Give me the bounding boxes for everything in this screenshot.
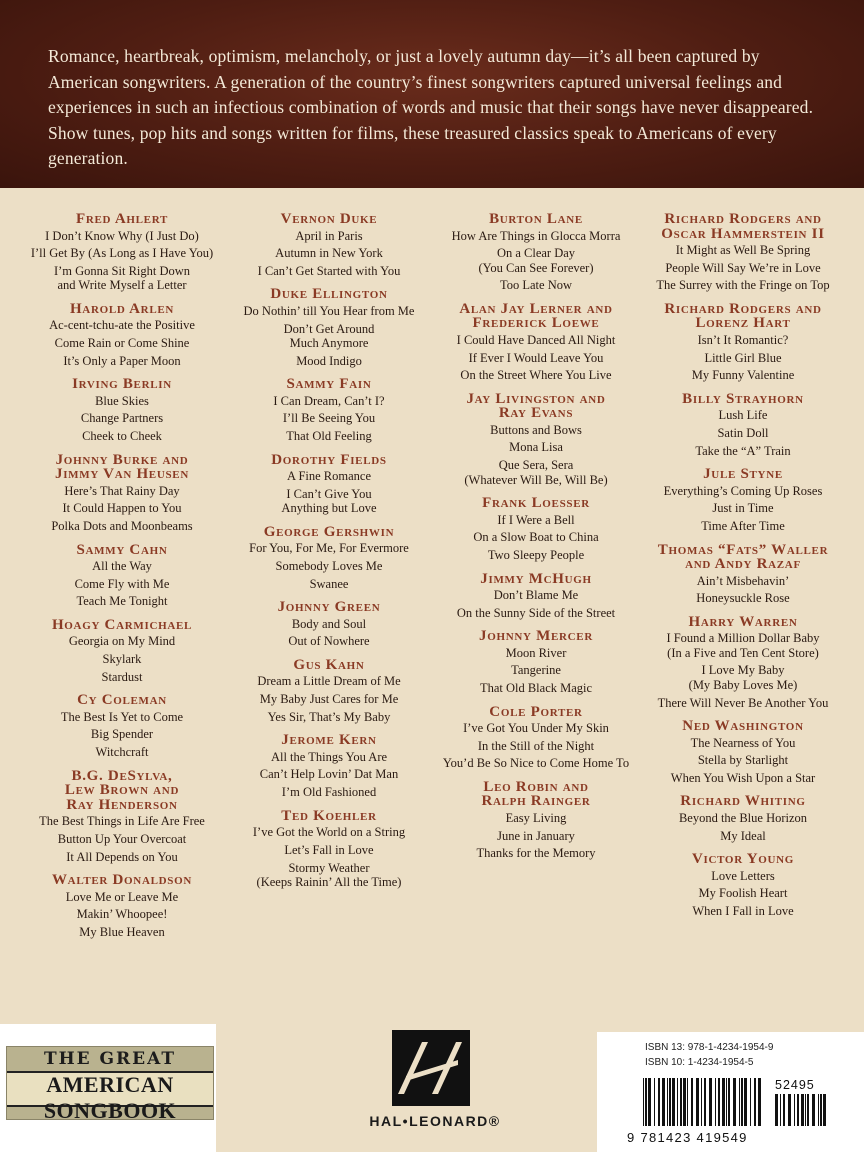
song-title: Button Up Your Overcoat [57,831,187,846]
song-title: Cheek to Cheek [82,429,162,444]
song-title: On the Street Where You Live [460,368,612,383]
song-title: All the Things You Are [270,749,388,764]
song-title: Love Letters [711,868,775,883]
composer-name: Harold Arlen [69,300,175,317]
song-title: Easy Living [505,810,567,825]
song-title: A Fine Romance [286,469,371,484]
song-title: When You Wish Upon a Star [670,770,816,785]
composer-name: Hoagy Carmichael [51,616,193,633]
song-title: Que Sera, Sera (Whatever Will Be, Will Be) [464,458,608,487]
song-title: When I Fall in Love [692,904,794,918]
song-title: In the Still of the Night [477,738,595,753]
isbn-10: ISBN 10: 1-4234-1954-5 [645,1057,754,1068]
song-title: Out of Nowhere [288,634,370,649]
composer-column-2 [220,212,438,893]
composer-name: Jule Styne [703,466,783,483]
song-title: How Are Things in Glocca Morra [451,228,621,243]
composer-name: B.G. DeSylva, Lew Brown and Ray Henderson [64,767,180,813]
song-title: On a Slow Boat to China [473,530,599,545]
composer-name: Sammy Cahn [76,541,168,558]
song-title: Buttons and Bows [490,422,582,437]
composer-name: Jimmy McHugh [480,570,592,587]
series-logo-panel [0,1024,216,1152]
song-title: That Old Feeling [286,429,372,444]
song-title: If Ever I Would Leave You [468,350,604,365]
song-title: I Can’t Give You Anything but Love [281,486,377,516]
composer-name: Irving Berlin [72,376,172,393]
composer-name: Frank Loesser [482,495,590,512]
composer-name: Alan Jay Lerner and Frederick Loewe [459,300,613,332]
composer-name: Dorothy Fields [271,451,387,468]
song-title: It Could Happen to You [62,501,182,516]
composer-name: Cy Coleman [77,692,167,709]
song-title: Swanee [309,576,349,591]
song-title: The Nearness of You [690,735,796,750]
song-title: Thanks for the Memory [476,846,596,861]
song-title: Little Girl Blue [704,350,782,365]
hal-leonard-logo-icon [392,1030,470,1106]
isbn-13: ISBN 13: 978-1-4234-1954-9 [645,1042,774,1053]
composer-name: Fred Ahlert [76,211,168,227]
song-title: Love Me or Leave Me [65,889,179,904]
song-title: On a Clear Day (You Can See Forever) [478,246,594,275]
song-title: Moon River [505,645,567,660]
song-title: Beyond the Blue Horizon [678,810,808,825]
publisher-name: HAL•LEONARD® [369,1113,501,1129]
composer-name: Richard Whiting [680,793,806,810]
song-title: Somebody Loves Me [275,559,383,573]
song-title: I’ve Got the World on a String [252,825,406,840]
song-title: Two Sleepy People [487,548,585,562]
song-title: If I Were a Bell [497,512,575,527]
song-title: I Love My Baby (My Baby Loves Me) [688,663,798,692]
song-title: People Will Say We’re in Love [665,260,821,275]
song-title: I’m Gonna Sit Right Down and Write Myself a Letter [53,263,191,293]
song-title: Don’t Get Around Much Anymore [283,321,375,351]
song-title: April in Paris [295,228,363,243]
song-title: Lush Life [718,408,768,423]
song-title: Can’t Help Lovin’ Dat Man [259,767,399,782]
song-title: Blue Skies [95,393,149,408]
song-title: Autumn in New York [275,246,383,261]
song-title: The Best Things in Life Are Free [39,814,205,829]
composer-name: Billy Strayhorn [682,390,804,407]
song-title: Everything’s Coming Up Roses [663,483,823,498]
composer-name: Jerome Kern [281,732,377,749]
song-title: Take the “A” Train [695,443,791,458]
song-title: Tangerine [511,663,561,678]
song-title: It Might as Well Be Spring [675,243,811,257]
song-title: I Can Dream, Can’t I? [273,393,385,408]
series-logo [6,1046,214,1123]
song-title: Big Spender [90,727,154,742]
composer-column-3 [428,212,644,864]
addon-barcode-icon [775,1094,833,1128]
song-title: It All Depends on You [66,849,178,864]
isbn-barcode-panel [597,1032,864,1152]
song-title: Mona Lisa [509,440,563,455]
song-title: Isn’t It Romantic? [697,332,789,347]
composer-name: Johnny Green [277,599,381,616]
song-title: You’d Be So Nice to Come Home To [442,756,630,771]
song-title: I’ve Got You Under My Skin [463,721,609,736]
song-title: Honeysuckle Rose [696,591,790,606]
song-title: Stardust [101,669,143,684]
composer-name: Jay Livingston and Ray Evans [466,390,606,422]
song-title: Skylark [102,652,142,667]
composer-name: Gus Kahn [293,656,365,673]
series-logo-top-text: THE GREAT [43,1049,177,1069]
composer-name: Johnny Mercer [479,628,593,645]
composer-name: Ned Washington [682,718,804,735]
song-title: Come Rain or Come Shine [54,336,190,351]
composer-name: Richard Rodgers and Oscar Hammerstein II [661,211,825,242]
song-title: Body and Soul [291,616,367,631]
composer-name: Duke Ellington [270,286,388,303]
song-title: Stella by Starlight [697,753,789,768]
composer-name: Ted Koehler [281,807,377,824]
song-title: Time After Time [701,519,785,533]
song-title: For You, For Me, For Evermore [249,541,409,556]
song-title: I’ll Be Seeing You [282,411,376,426]
song-title: Don’t Blame Me [493,588,579,602]
intro-text: Romance, heartbreak, optimism, melancholy, or just a lovely autumn day—it’s all been captured by American songwriters. A generation of the country’s finest songwriters captured universal feelings and experiences in such an infectious combination of words and music that their songs have never disappeared. Show tunes, pop hits and songs written for films, these treasured classics speak to Americans of every generation. [48,46,814,168]
song-title: I’ll Get By (As Long as I Have You) [30,246,214,261]
song-title: Satin Doll [717,425,769,440]
song-title: I Could Have Danced All Night [456,332,616,347]
composer-column-4 [632,212,854,922]
song-title: Ain’t Misbehavin’ [696,573,790,588]
song-title: I’m Old Fashioned [281,785,377,800]
composer-name: Leo Robin and Ralph Rainger [481,778,591,810]
song-title: June in January [497,828,575,843]
barcode-number: 9 781423 419549 [627,1130,748,1145]
composer-name: Victor Young [691,851,795,868]
composer-name: George Gershwin [263,523,395,540]
composer-column-1 [14,212,230,943]
song-title: On the Sunny Side of the Street [456,605,616,620]
main-barcode-icon [643,1078,763,1128]
song-title: Polka Dots and Moonbeams [51,519,193,533]
composer-name: Richard Rodgers and Lorenz Hart [664,300,822,332]
song-title: The Best Is Yet to Come [60,709,184,724]
song-title: My Blue Heaven [79,924,165,939]
song-title: Let’s Fall in Love [284,842,374,857]
composer-name: Burton Lane [489,211,583,227]
song-title: My Ideal [720,828,766,843]
song-title: Mood Indigo [296,353,362,368]
song-title: Change Partners [80,411,164,426]
song-title: Teach Me Tonight [76,594,168,609]
song-title: Come Fly with Me [74,576,170,591]
song-title: It’s Only a Paper Moon [63,353,181,368]
composer-name: Sammy Fain [286,376,372,393]
song-title: I Can’t Get Started with You [257,263,401,278]
song-title: Witchcraft [95,745,149,760]
song-title: Too Late Now [499,278,573,293]
song-title: I Found a Million Dollar Baby (In a Five and Ten Cent Store) [666,631,820,660]
song-title: Makin’ Whoopee! [76,907,168,922]
composer-name: Cole Porter [489,703,583,720]
song-title: I Don’t Know Why (I Just Do) [45,228,199,243]
composer-name: Thomas “Fats” Waller and Andy Razaf [657,541,829,572]
song-title: My Foolish Heart [698,886,788,901]
song-title: Stormy Weather (Keeps Rainin’ All the Time) [256,860,402,889]
song-title: All the Way [92,559,152,573]
song-title: Do Nothin’ till You Hear from Me [243,303,415,318]
composer-name: Johnny Burke and Jimmy Van Heusen [55,451,189,483]
song-title: My Funny Valentine [691,368,795,383]
composer-name: Walter Donaldson [51,872,192,888]
song-title: Dream a Little Dream of Me [257,674,401,689]
song-title: Ac-cent-tchu-ate the Positive [49,318,195,333]
song-title: The Surrey with the Fringe on Top [656,278,830,293]
composer-name: Harry Warren [688,613,798,630]
composer-name: Vernon Duke [280,211,378,227]
song-title: Yes Sir, That’s My Baby [267,709,391,724]
song-title: Just in Time [712,501,774,516]
intro-banner [0,0,864,188]
song-title: There Will Never Be Another You [657,695,829,710]
song-title: Here’s That Rainy Day [64,483,180,498]
song-title: My Baby Just Cares for Me [259,692,399,707]
song-title: That Old Black Magic [479,681,593,696]
series-logo-bottom-text: AMERICAN SONGBOOK [43,1072,177,1123]
price-code: 52495 [775,1078,815,1092]
song-title: Georgia on My Mind [68,634,176,649]
